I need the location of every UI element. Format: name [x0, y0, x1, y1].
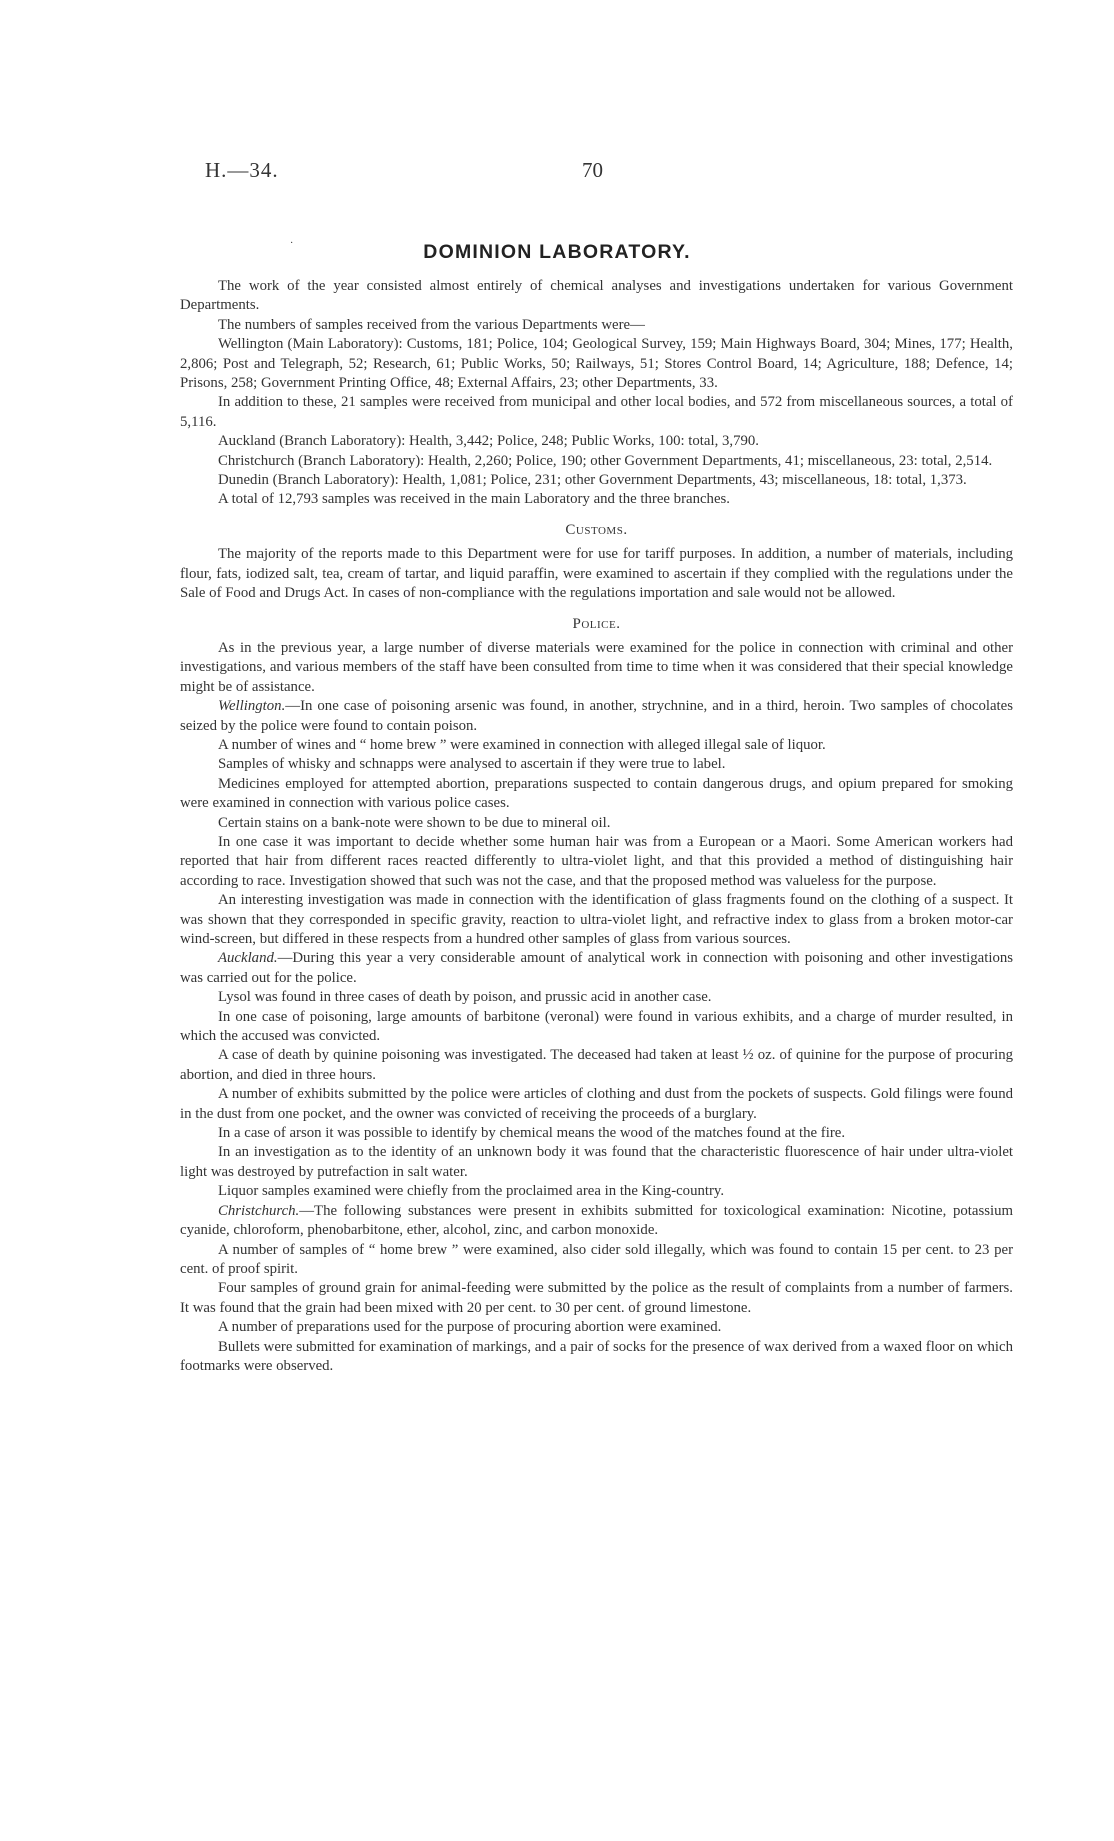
stray-mark: · [290, 238, 294, 249]
paragraph-wellington [180, 697, 1013, 736]
auckland-text: —During this year a very considerable amount of analytical work in connection with poisoning and other investigations was carried out for the police. [180, 950, 1013, 986]
paragraph: Four samples of ground grain for animal-feeding were submitted by the police as the result of complaints from a number of farmers. It was found that the grain had been mixed with 20 per cent. to 30 per cent. of ground limestone. [180, 1280, 1013, 1316]
paragraph: In addition to these, 21 samples were received from municipal and other local bodies, and 572 from miscellaneous sources, a total of 5,116. [180, 394, 1013, 430]
wellington-text: —In one case of poisoning arsenic was found, in another, strychnine, and in a third, heroin. Two samples of chocolates seized by the police were found to contain poison. [180, 698, 1013, 734]
section-heading-customs: Customs. [565, 521, 628, 538]
paragraph: Wellington (Main Laboratory): Customs, 181; Police, 104; Geological Survey, 159; Main Highways Board, 304; Mines, 177; Health, 2,806; Post and Telegraph, 52; Research, 61; Public Works, 50; Railways, 51; Stores Control Board, 14; Agriculture, 188; Defence, 14; Prisons, 258; Government Printing Office, 48; External Affairs, 23; other Departments, 33. [180, 336, 1013, 392]
paragraph: Bullets were submitted for examination of markings, and a pair of socks for the presence of wax derived from a waxed floor on which footmarks were observed. [180, 1338, 1013, 1374]
paragraph: The majority of the reports made to this Department were for use for tariff purposes. In addition, a number of materials, including flour, fats, iodized salt, tea, cream of tartar, and liquid paraffin, were examined to ascertain if they complied with the regulations under the Sale of Food and Drugs Act. In cases of non-compliance with the regulations importation and sale would not be allowed. [180, 546, 1013, 602]
wellington-label: Wellington. [218, 698, 286, 715]
paragraph: An interesting investigation was made in connection with the identification of glass fragments found on the clothing of a suspect. It was shown that they corresponded in specific gravity, reaction to ultra-violet light, and refractive index to glass from a broken motor-car wind-screen, but differed in these respects from a hundred other samples of glass from various sources. [180, 892, 1013, 947]
auckland-label: Auckland. [218, 950, 278, 967]
paragraph: Auckland (Branch Laboratory): Health, 3,442; Police, 248; Public Works, 100: total, 3,790. [218, 433, 759, 450]
paragraph-christchurch [180, 1202, 1013, 1241]
section-heading-police: Police. [572, 615, 621, 632]
paragraph: In an investigation as to the identity of an unknown body it was found that the characteristic fluorescence of hair under ultra-violet light was destroyed by putrefaction in salt water. [180, 1144, 1013, 1180]
page-number: 70 [582, 158, 603, 182]
paragraph-auckland [180, 949, 1013, 988]
paragraph: Lysol was found in three cases of death by poison, and prussic acid in another case. [218, 989, 712, 1006]
paragraph: Christchurch (Branch Laboratory): Health, 2,260; Police, 190; other Government Departments, 41; miscellaneous, 23: total, 2,514. [218, 452, 993, 469]
paragraph: Dunedin (Branch Laboratory): Health, 1,081; Police, 231; other Government Departments, 43; miscellaneous, 18: total, 1,373. [218, 472, 967, 489]
christchurch-label: Christchurch. [218, 1202, 300, 1219]
paragraph: A number of samples of “ home brew ” were examined, also cider sold illegally, which was found to contain 15 per cent. to 23 per cent. of proof spirit. [180, 1241, 1013, 1277]
paragraph: In one case it was important to decide whether some human hair was from a European or a Maori. Some American workers had reported that hair from different races reacted differently to ultra-violet light, and that this provided a method of distinguishing hair according to race. Investigation showed that such was not the case, and that the proposed method was valueless for the purpose. [180, 833, 1013, 889]
paragraph: As in the previous year, a large number of diverse materials were examined for the police in connection with criminal and other investigations, and various members of the staff have been consulted from time to time when it was considered that their special knowledge might be of assistance. [180, 639, 1013, 695]
document-reference: H.—34. [205, 158, 279, 182]
paragraph: A case of death by quinine poisoning was investigated. The deceased had taken at least ½ oz. of quinine for the purpose of procuring abortion, and died in three hours. [180, 1047, 1013, 1083]
paragraph: In one case of poisoning, large amounts of barbitone (veronal) were found in various exhibits, and a charge of murder resulted, in which the accused was convicted. [180, 1008, 1013, 1045]
christchurch-text: —The following substances were present in exhibits submitted for toxicological examination: Nicotine, potassium cyanide, chloroform, phenobarbitone, ether, alcohol, zinc, and carbon monoxide. [180, 1202, 1013, 1239]
paragraph: Medicines employed for attempted abortion, preparations suspected to contain dangerous drugs, and opium prepared for smoking were examined in connection with various police cases. [180, 775, 1013, 812]
paragraph: The numbers of samples received from the various Departments were— [218, 316, 645, 333]
paragraph: In a case of arson it was possible to identify by chemical means the wood of the matches found at the fire. [218, 1125, 846, 1142]
paragraph: A number of preparations used for the purpose of procuring abortion were examined. [218, 1319, 722, 1336]
paragraph: The work of the year consisted almost entirely of chemical analyses and investigations undertaken for various Government Departments. [180, 278, 1013, 314]
paragraph: Samples of whisky and schnapps were analysed to ascertain if they were true to label. [218, 756, 726, 773]
paragraph: A number of wines and “ home brew ” were examined in connection with alleged illegal sale of liquor. [218, 736, 826, 753]
page-title: DOMINION LABORATORY. [423, 241, 691, 263]
document-body [180, 277, 1013, 1376]
paragraph: A total of 12,793 samples was received in the main Laboratory and the three branches. [218, 491, 730, 508]
paragraph: Certain stains on a bank-note were shown to be due to mineral oil. [218, 814, 611, 831]
paragraph: Liquor samples examined were chiefly from the proclaimed area in the King-country. [218, 1183, 725, 1200]
paragraph: A number of exhibits submitted by the police were articles of clothing and dust from the pockets of suspects. Gold filings were found in the dust from one pocket, and the owner was convicted of receiving the proceeds of a burglary. [180, 1086, 1013, 1122]
